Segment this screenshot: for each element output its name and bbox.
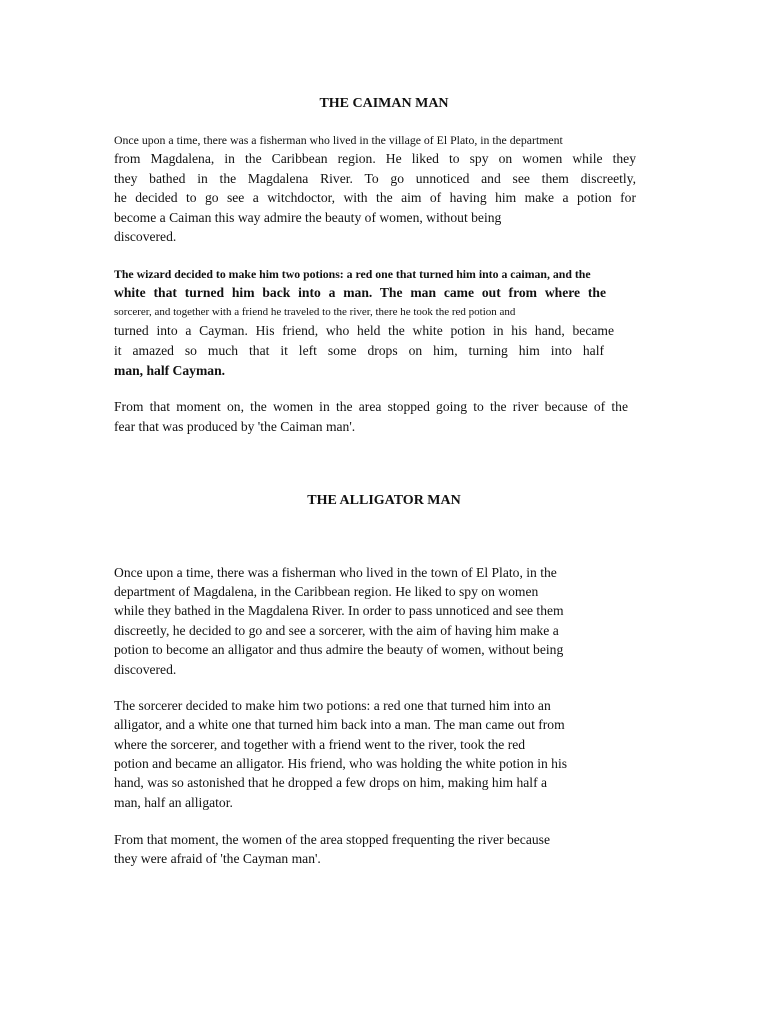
story2-p2-line: where the sorcerer, and together with a friend went to the river, took the red [114,737,526,752]
story1-p1-line: become a Caiman this way admire the beauty of women, without being [114,210,502,225]
story1-p2-line: turned into a Cayman. His friend, who held the white potion in his hand, became [114,323,614,338]
story2-p1-line: department of Magdalena, in the Caribbean region. He liked to spy on women [114,584,539,599]
story2-p2-line: The sorcerer decided to make him two potions: a red one that turned him into an [114,698,551,713]
story1-p2-line: sorcerer, and together with a friend he traveled to the river, there he took the red potion and [114,306,516,318]
story1-p2-line: The wizard decided to make him two potions: a red one that turned him into a caiman, and the [114,267,591,281]
story2-title: THE ALLIGATOR MAN [307,493,461,508]
story1-title: THE CAIMAN MAN [319,96,449,111]
story2-p3-line: they were afraid of 'the Cayman man'. [114,851,321,866]
story1-p2-line: man, half Cayman. [114,363,226,378]
story2-p2-line: hand, was so astonished that he dropped a few drops on him, making him half a [114,775,548,790]
story1-p2-line: it amazed so much that it left some drops on him, turning him into half [114,343,604,358]
story2-p1-line: potion to become an alligator and thus admire the beauty of women, without being [114,642,564,657]
story1-p1-line: they bathed in the Magdalena River. To go unnoticed and see them discreetly, [114,171,636,186]
story1-p1-line: he decided to go see a witchdoctor, with the aim of having him make a potion for [114,190,636,205]
story1-p1-line: Once upon a time, there was a fisherman who lived in the village of El Plato, in the department [114,133,563,147]
story1-p1-line: from Magdalena, in the Caribbean region. He liked to spy on women while they [114,151,636,166]
story1-p3-line: fear that was produced by 'the Caiman man'. [114,419,356,434]
story1-p1-line: discovered. [114,229,177,244]
story2-p2-line: potion and became an alligator. His friend, who was holding the white potion in his [114,756,568,771]
story2-p1-line: discovered. [114,662,177,677]
story2-p2-line: alligator, and a white one that turned him back into a man. The man came out from [114,717,565,732]
story2-p3-line: From that moment, the women of the area stopped frequenting the river because [114,832,550,847]
story2-p1-line: while they bathed in the Magdalena River. In order to pass unnoticed and see them [114,603,564,618]
story2-p2-line: man, half an alligator. [114,795,233,810]
story2-p1-line: Once upon a time, there was a fisherman who lived in the town of El Plato, in the [114,565,557,580]
story1-p3-line: From that moment on, the women in the area stopped going to the river because of the [114,399,628,414]
story1-p2-line: white that turned him back into a man. The man came out from where the [114,285,606,300]
story2-p1-line: discreetly, he decided to go and see a sorcerer, with the aim of having him make a [114,623,559,638]
